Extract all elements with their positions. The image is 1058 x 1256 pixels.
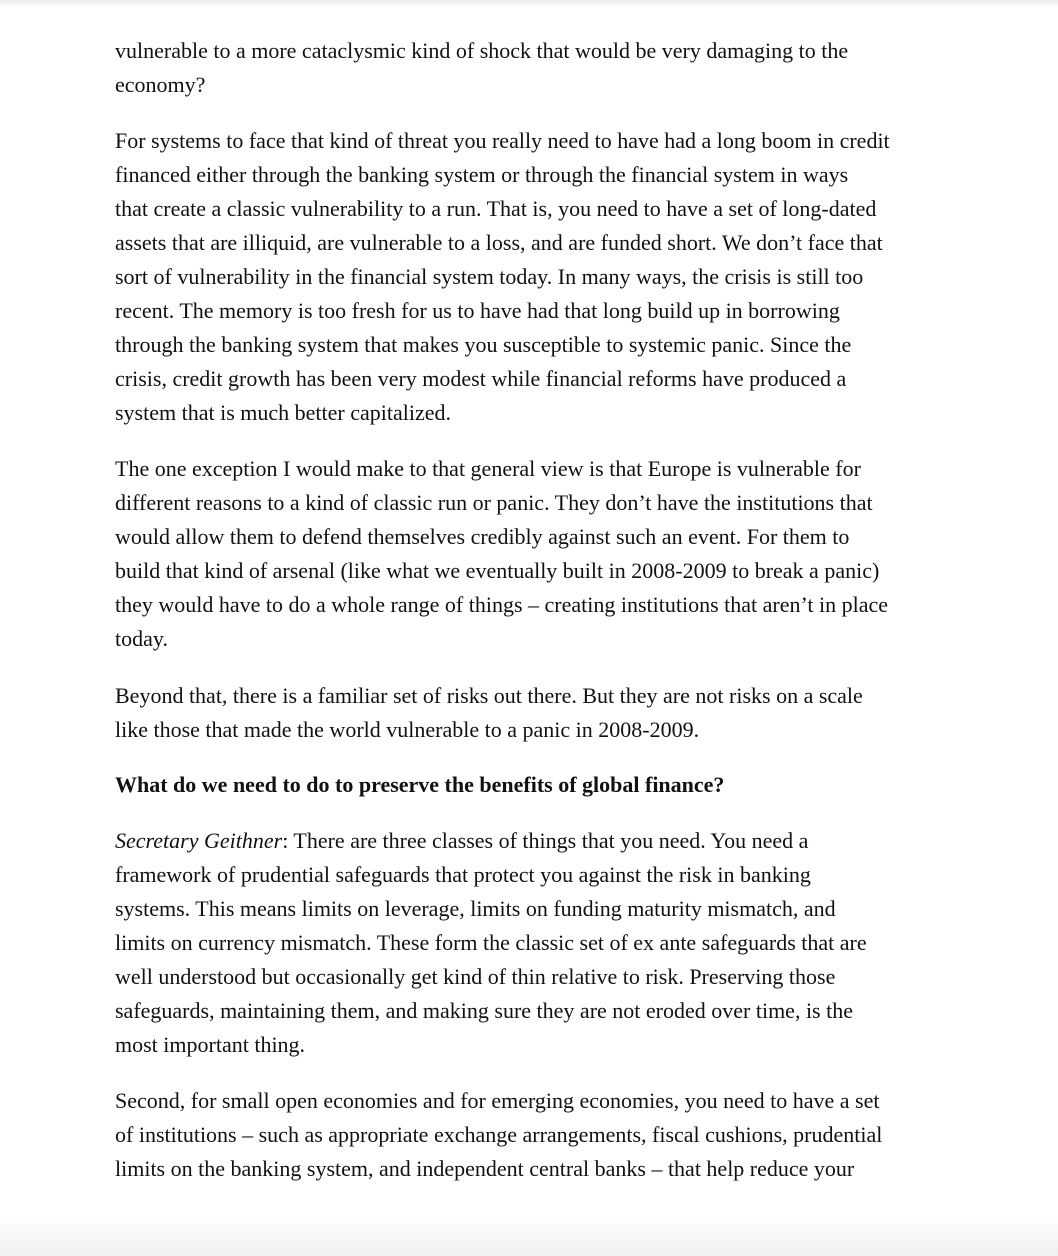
text-line: safeguards, maintaining them, and making sure they are not eroded over time, is the — [115, 998, 853, 1023]
text-line: vulnerable to a more cataclysmic kind of shock that would be very damaging to the — [115, 38, 849, 63]
paragraph-last — [115, 1084, 975, 1186]
paragraph-2 — [115, 124, 975, 430]
answer-first-line-text: : There are three classes of things that you need. You need a — [282, 828, 809, 853]
text-line: Second, for small open economies and for emerging economies, you need to have a set — [115, 1088, 880, 1113]
text-line: framework of prudential safeguards that protect you against the risk in banking — [115, 862, 811, 887]
paragraph-3 — [115, 452, 975, 656]
text-line: economy? — [115, 72, 206, 97]
text-line: well understood but occasionally get kind of thin relative to risk. Preserving those — [115, 964, 836, 989]
text-line: Beyond that, there is a familiar set of risks out there. But they are not risks on a scale — [115, 683, 863, 708]
text-line: crisis, credit growth has been very modest while financial reforms have produced a — [115, 366, 847, 391]
text-line: system that is much better capitalized. — [115, 400, 452, 425]
paragraph-4 — [115, 679, 975, 747]
text-line: they would have to do a whole range of things – creating institutions that aren’t in place — [115, 592, 889, 617]
text-line: today. — [115, 626, 168, 651]
text-line: limits on the banking system, and independent central banks – that help reduce your — [115, 1156, 855, 1181]
text-line: The one exception I would make to that general view is that Europe is vulnerable for — [115, 456, 861, 481]
text-line: most important thing. — [115, 1032, 306, 1057]
text-line: that create a classic vulnerability to a run. That is, you need to have a set of long-dated — [115, 196, 877, 221]
text-line: of institutions – such as appropriate exchange arrangements, fiscal cushions, prudential — [115, 1122, 883, 1147]
text-line: like those that made the world vulnerable to a panic in 2008-2009. — [115, 717, 700, 742]
text-line: would allow them to defend themselves credibly against such an event. For them to — [115, 524, 850, 549]
speaker-name: Secretary Geithner — [115, 828, 283, 853]
text-line: financed either through the banking system or through the financial system in ways — [115, 162, 849, 187]
answer-first-line — [115, 824, 975, 858]
section-heading-paragraph — [115, 768, 975, 802]
text-line: recent. The memory is too fresh for us to have had that long build up in borrowing — [115, 298, 840, 323]
text-line: limits on currency mismatch. These form the classic set of ex ante safeguards that are — [115, 930, 867, 955]
answer-paragraph — [115, 824, 975, 1062]
text-line: systems. This means limits on leverage, limits on funding maturity mismatch, and — [115, 896, 836, 921]
text-line: through the banking system that makes you susceptible to systemic panic. Since the — [115, 332, 852, 357]
section-heading: What do we need to do to preserve the benefits of global finance? — [115, 772, 725, 797]
text-line: For systems to face that kind of threat you really need to have had a long boom in credit — [115, 128, 890, 153]
text-line: sort of vulnerability in the financial system today. In many ways, the crisis is still too — [115, 264, 864, 289]
text-line: different reasons to a kind of classic run or panic. They don’t have the institutions that — [115, 490, 873, 515]
paragraph-1 — [115, 34, 975, 102]
text-line: build that kind of arsenal (like what we eventually built in 2008-2009 to break a panic) — [115, 558, 880, 583]
text-line: assets that are illiquid, are vulnerable to a loss, and are funded short. We don’t face that — [115, 230, 883, 255]
